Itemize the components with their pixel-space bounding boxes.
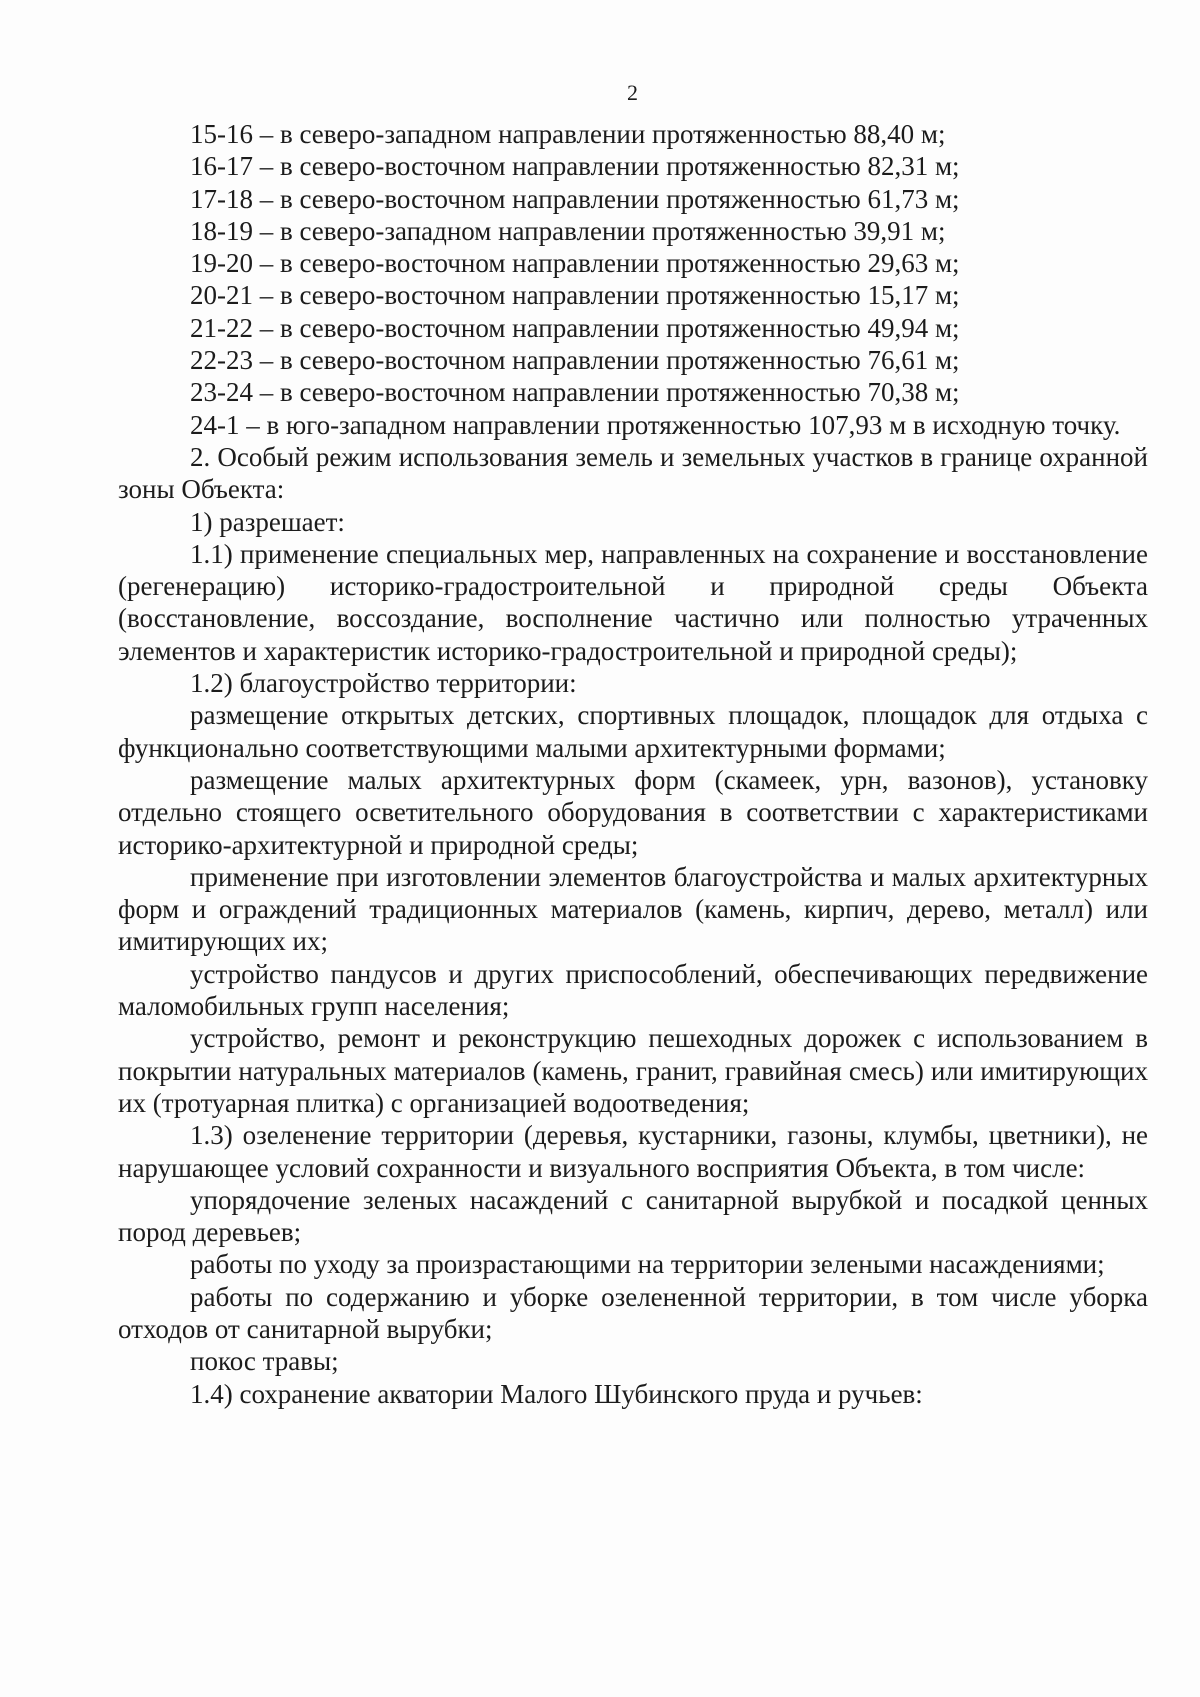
item-1-2-small-forms: размещение малых архитектурных форм (скамеек, урн, вазонов), установку отдельно стоящего осветительного оборудования в соответствии с характеристиками историко-архитектурной и природной среды; [118,764,1148,860]
item-1-4-heading: 1.4) сохранение акватории Малого Шубинского пруда и ручьев: [190,1378,923,1409]
boundary-segment: 23-24 – в северо-восточном направлении протяженностью 70,38 м; [190,377,960,408]
item-1-2-paths: устройство, ремонт и реконструкцию пешеходных дорожек с использованием в покрытии натуральных материалов (камень, гранит, гравийная смесь) или имитирующих их (тротуарная плитка) с организацией водоотведения; [118,1023,1148,1118]
item-1-2-ramps: устройство пандусов и других приспособлений, обеспечивающих передвижение маломобильных групп населения; [118,958,1148,1022]
boundary-segment-list [118,118,1148,441]
permits-heading: 1) разрешает: [190,506,345,537]
section-2-heading: 2. Особый режим использования земель и земельных участков в границе охранной зоны Объекта: [118,441,1148,505]
page-number: 2 [627,80,638,105]
item-1-3-maintenance: работы по содержанию и уборке озелененной территории, в том числе уборка отходов от санитарной вырубки; [118,1281,1148,1344]
boundary-segment: 15-16 – в северо-западном направлении протяженностью 88,40 м; [190,119,946,149]
boundary-segment: 20-21 – в северо-восточном направлении протяженностью 15,17 м; [190,280,960,311]
item-1-2-heading: 1.2) благоустройство территории: [190,668,577,699]
boundary-segment: 16-17 – в северо-восточном направлении протяженностью 82,31 м; [190,151,960,182]
boundary-segment: 18-19 – в северо-западном направлении протяженностью 39,91 м; [190,215,946,246]
boundary-segment-final: 24-1 – в юго-западном направлении протяженностью 107,93 м в исходную точку. [190,409,1121,440]
boundary-segment: 19-20 – в северо-восточном направлении протяженностью 29,63 м; [190,248,960,279]
item-1-3-ordering: упорядочение зеленых насаждений с санитарной вырубкой и посадкой ценных пород деревьев; [118,1184,1148,1248]
item-1-3-heading: 1.3) озеленение территории (деревья, кустарники, газоны, клумбы, цветники), не нарушающее условий сохранности и визуального восприятия Объекта, в том числе: [118,1120,1148,1183]
document-body [118,118,1148,1410]
boundary-segment: 21-22 – в северо-восточном направлении протяженностью 49,94 м; [190,312,960,343]
boundary-segment: 22-23 – в северо-восточном направлении протяженностью 76,61 м; [190,345,960,376]
item-1-1: 1.1) применение специальных мер, направленных на сохранение и восстановление (регенерацию) историко-градостроительной и природной среды Объекта (восстановление, воссоздание, восполнение частично или полностью утраченных элементов и характеристик историко-градостроительной и природной среды); [118,538,1148,666]
boundary-segment: 17-18 – в северо-восточном направлении протяженностью 61,73 м; [190,183,960,214]
item-1-2-materials: применение при изготовлении элементов благоустройства и малых архитектурных форм и ограждений традиционных материалов (камень, кирпич, дерево, металл) или имитирующих их; [118,861,1148,957]
item-1-2-playgrounds: размещение открытых детских, спортивных площадок, площадок для отдыха с функционально соответствующими малыми архитектурными формами; [118,700,1148,763]
item-1-3-care: работы по уходу за произрастающими на территории зелеными насаждениями; [190,1249,1105,1280]
item-1-3-mowing: покос травы; [190,1346,339,1377]
